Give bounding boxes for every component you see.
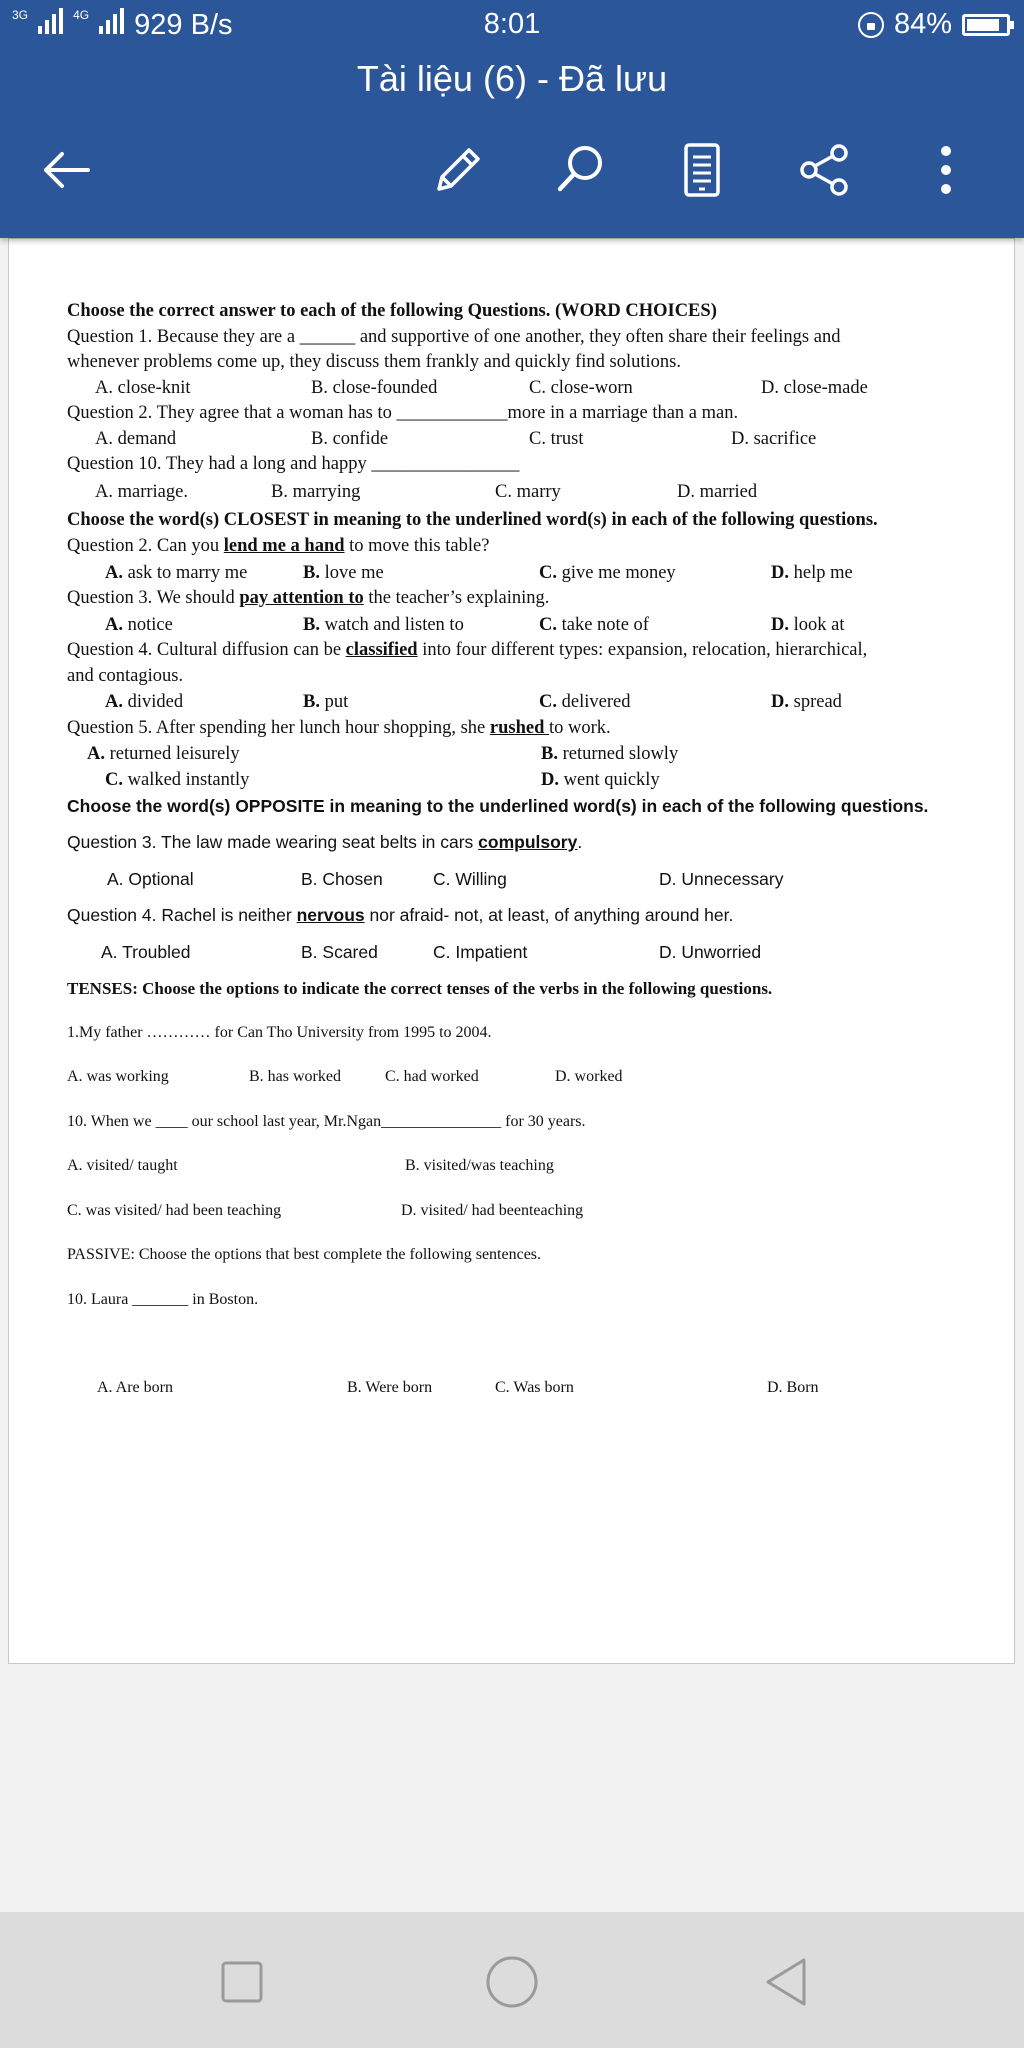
closest-question-3: [67, 586, 967, 612]
nav-back-button[interactable]: [746, 1942, 826, 2022]
app-bar: [0, 0, 1024, 238]
rotation-lock-icon: [858, 12, 884, 38]
option-key: C.: [539, 614, 557, 635]
option: A. visited/ taught: [67, 1157, 178, 1174]
option-text: delivered: [557, 692, 631, 712]
option: B. Were born: [347, 1379, 433, 1396]
option: [105, 690, 183, 716]
circle-home-icon: [484, 1954, 540, 2010]
share-icon: [795, 141, 853, 199]
option-text: take note of: [557, 614, 649, 635]
text: into four different types: expansion, relocation, hierarchical,: [417, 640, 868, 660]
option: C. trust: [529, 428, 584, 449]
closest-question-4-line-1: [67, 638, 967, 664]
option: [541, 768, 660, 794]
underlined-phrase: lend me a hand: [223, 536, 345, 556]
option: D. Unnecessary: [659, 868, 784, 889]
option: D. sacrifice: [731, 428, 817, 449]
tenses-question-1: 1.My father ………… for Can Tho University from 1995 to 2004.: [67, 1023, 492, 1041]
share-button[interactable]: [792, 138, 856, 202]
option: C. Impatient: [433, 941, 528, 962]
option-text: returned slowly: [557, 744, 679, 764]
text: nor afraid- not, at least, of anything around her.: [364, 905, 734, 925]
option-key: A.: [105, 614, 123, 635]
opposite-question-4-options: [67, 940, 967, 966]
recents-button[interactable]: [202, 1942, 282, 2022]
option: A. close-knit: [95, 377, 191, 398]
question-10-options: [67, 480, 967, 506]
option: [105, 561, 247, 587]
question-1-line-1: Question 1. Because they are a ______ and supportive of one another, they often share their feelings and: [67, 326, 841, 347]
option: B. close-founded: [311, 377, 438, 398]
option: C. Was born: [495, 1379, 574, 1396]
option: A. Optional: [107, 868, 194, 889]
text: Question 4. Cultural diffusion can be: [67, 640, 346, 660]
underlined-phrase: classified: [345, 640, 418, 660]
opposite-question-3-options: [67, 867, 967, 893]
option-text: walked instantly: [123, 769, 250, 790]
closest-question-2: [67, 534, 967, 560]
text: the teacher’s explaining.: [363, 588, 550, 608]
closest-question-4-options: [67, 690, 967, 716]
edit-button[interactable]: [426, 138, 490, 202]
opposite-question-3: [67, 830, 967, 856]
question-1-line-2: whenever problems come up, they discuss them frankly and quickly find solutions.: [67, 352, 681, 372]
status-right: [858, 8, 1010, 41]
tenses-question-10: 10. When we ____ our school last year, Mr.Ngan_______________ for 30 years.: [67, 1112, 586, 1130]
text: to move this table?: [344, 536, 490, 556]
option: [539, 561, 676, 587]
option: C. had worked: [385, 1068, 479, 1085]
option: [539, 690, 630, 716]
option: B. visited/was teaching: [405, 1157, 554, 1174]
text: Question 2. Can you: [67, 536, 224, 556]
back-button[interactable]: [34, 138, 98, 202]
option-key: A.: [87, 744, 105, 764]
option-key: B.: [303, 614, 320, 635]
network-speed: 929 B/s: [134, 8, 233, 41]
home-button[interactable]: [472, 1942, 552, 2022]
option: [539, 613, 649, 639]
battery-icon: [962, 14, 1010, 36]
option-text: put: [319, 692, 349, 712]
option: D. married: [677, 481, 758, 502]
option: B. confide: [311, 428, 389, 449]
option-text: look at: [789, 614, 845, 635]
option: B. marrying: [271, 481, 361, 502]
option: A. demand: [95, 428, 177, 449]
option: A. marriage.: [95, 481, 188, 502]
closest-question-5: [67, 716, 967, 742]
option: B. Scared: [301, 941, 378, 962]
option: C. marry: [495, 481, 561, 502]
option-key: D.: [771, 562, 789, 583]
option: [541, 742, 678, 768]
option: [303, 613, 464, 639]
option: D. Unworried: [659, 941, 762, 962]
battery-fill: [967, 19, 999, 31]
option-text: notice: [123, 614, 173, 635]
closest-heading: Choose the word(s) CLOSEST in meaning to the underlined word(s) in each of the following questions.: [67, 510, 878, 530]
option: [105, 768, 249, 794]
status-bar: [0, 0, 1024, 52]
passive-question-10-options: [67, 1375, 967, 1401]
option-key: D.: [771, 692, 789, 712]
network-type-1: 3G: [12, 8, 29, 22]
option-key: B.: [541, 744, 558, 764]
underlined-phrase: pay attention to: [239, 588, 364, 608]
option-text: ask to marry me: [123, 562, 248, 583]
option-key: B.: [303, 562, 320, 583]
option-key: C.: [105, 769, 123, 790]
mobile-view-icon: [677, 141, 727, 199]
search-icon: [551, 141, 609, 199]
opposite-heading: Choose the word(s) OPPOSITE in meaning to the underlined word(s) in each of the following questions.: [67, 796, 929, 816]
option: D. visited/ had beenteaching: [401, 1201, 584, 1219]
option: B. has worked: [249, 1068, 341, 1085]
pencil-icon: [429, 141, 487, 199]
question-1-options: [67, 376, 967, 402]
option: A. was working: [67, 1068, 169, 1085]
option-text: watch and listen to: [319, 614, 464, 635]
option-text: returned leisurely: [105, 744, 240, 764]
option: A. Troubled: [101, 941, 191, 962]
opposite-question-4: [67, 903, 967, 929]
tenses-question-10-options-row-1: [67, 1153, 967, 1179]
option: [303, 690, 348, 716]
more-vert-icon: [936, 141, 956, 199]
option-text: divided: [123, 692, 184, 712]
question-2: Question 2. They agree that a woman has to ____________more in a marriage than a man.: [67, 403, 739, 423]
search-button[interactable]: [548, 138, 612, 202]
tenses-question-10-options-row-2: [67, 1198, 967, 1224]
option-text: went quickly: [559, 769, 660, 790]
option: [771, 561, 853, 587]
option: D. Born: [767, 1379, 819, 1396]
triangle-back-icon: [760, 1954, 812, 2010]
tenses-question-1-options: [67, 1064, 967, 1090]
closest-question-2-options: [67, 561, 967, 587]
text: .: [577, 832, 583, 852]
network-type-2: 4G: [73, 8, 90, 22]
underlined-phrase: nervous: [296, 905, 365, 925]
battery-percent: 84%: [893, 8, 952, 40]
option-text: give me money: [557, 562, 676, 583]
passive-question-10: 10. Laura _______ in Boston.: [67, 1290, 259, 1308]
option-key: B.: [303, 692, 320, 712]
option-key: A.: [105, 562, 123, 583]
option: [771, 613, 845, 639]
option-key: C.: [539, 562, 557, 583]
text: Question 5. After spending her lunch hour shopping, she: [67, 717, 490, 738]
option-text: spread: [789, 692, 842, 712]
option: [303, 561, 384, 587]
arrow-left-icon: [38, 142, 94, 198]
text: Question 3. The law made wearing seat belts in cars: [67, 832, 479, 852]
option: D. worked: [555, 1068, 623, 1085]
document-content: [67, 299, 967, 1401]
closest-question-5-options-row-2: [67, 768, 967, 794]
option: A. Are born: [97, 1379, 173, 1396]
option: [87, 742, 240, 768]
option-key: D.: [771, 614, 789, 635]
option: C. Willing: [433, 868, 507, 889]
closest-question-4-line-2: and contagious.: [67, 665, 184, 686]
tenses-heading: TENSES: Choose the options to indicate the correct tenses of the verbs in the following questions.: [67, 979, 773, 998]
clock: 8:01: [483, 8, 541, 40]
underlined-phrase: rushed: [489, 717, 549, 738]
document-page[interactable]: [8, 238, 1015, 1664]
question-2-options: [67, 427, 967, 453]
question-10: Question 10. They had a long and happy ________________: [67, 454, 520, 474]
system-nav-bar: [0, 1912, 1024, 2048]
option: D. close-made: [761, 377, 868, 398]
option-key: A.: [105, 692, 123, 712]
text: to work.: [549, 717, 611, 738]
option-text: help me: [789, 562, 853, 583]
underlined-phrase: compulsory: [478, 832, 578, 852]
text: Question 3. We should: [67, 588, 240, 608]
option: [105, 613, 173, 639]
text: Question 4. Rachel is neither: [67, 905, 297, 925]
square-recents-icon: [218, 1958, 266, 2006]
passive-heading: PASSIVE: Choose the options that best complete the following sentences.: [67, 1246, 542, 1263]
closest-question-5-options-row-1: [67, 742, 967, 768]
document-title: Tài liệu (6) - Đã lưu: [356, 58, 668, 99]
option: B. Chosen: [301, 868, 383, 889]
option-key: C.: [539, 692, 557, 712]
mobile-view-button[interactable]: [670, 138, 734, 202]
option: C. was visited/ had been teaching: [67, 1201, 282, 1219]
option: C. close-worn: [529, 377, 633, 398]
option: [771, 690, 842, 716]
option-text: love me: [319, 562, 384, 583]
option-key: D.: [541, 769, 559, 790]
closest-question-3-options: [67, 613, 967, 639]
word-choices-heading: Choose the correct answer to each of the following Questions. (WORD CHOICES): [67, 301, 717, 321]
more-options-button[interactable]: [914, 138, 978, 202]
